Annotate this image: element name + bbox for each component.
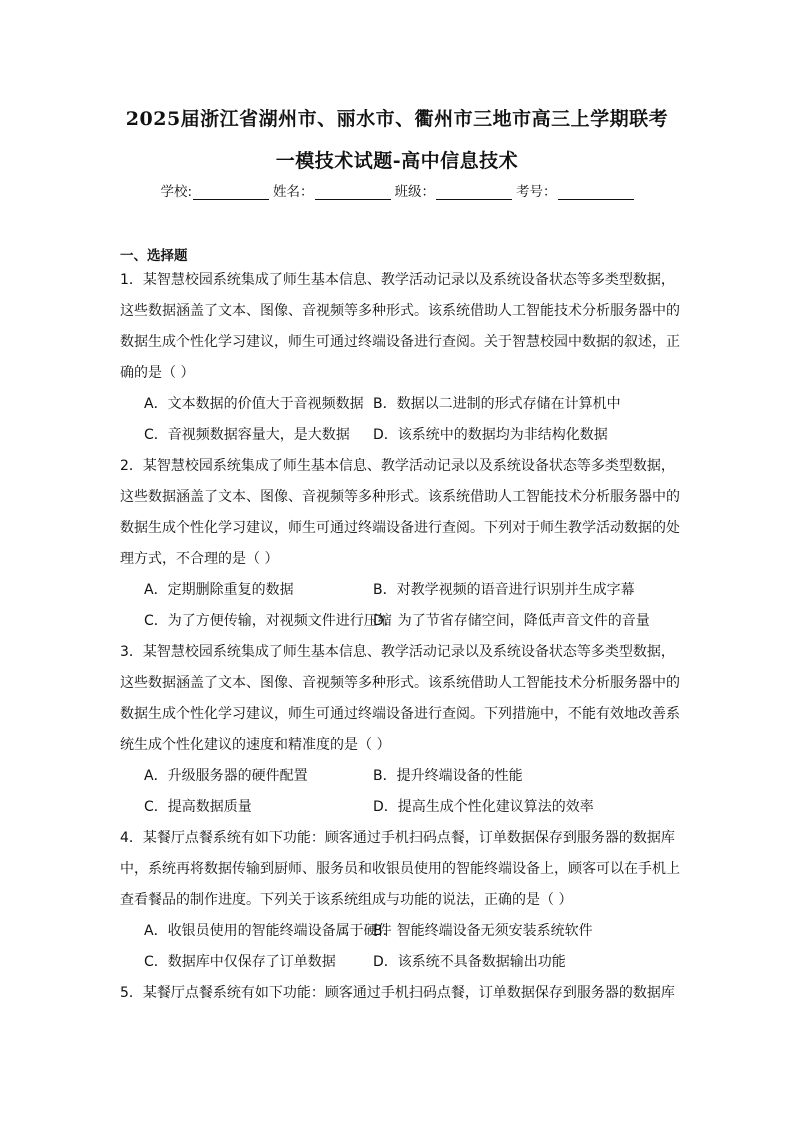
question-text-line: 理方式，不合理的是（ ） — [120, 551, 279, 567]
options-row — [120, 761, 675, 792]
option-a: A．升级服务器的硬件配置 — [144, 768, 308, 784]
option-b: B．智能终端设备无须安装系统软件 — [373, 923, 593, 939]
question-text-line: 这些数据涵盖了文本、图像、音视频等多种形式。该系统借助人工智能技术分析服务器中的 — [120, 675, 680, 691]
question-text-line: 确的是（ ） — [120, 365, 195, 381]
info-blank — [315, 185, 391, 200]
info-blank — [558, 185, 634, 200]
section-heading: 一、选择题 — [120, 248, 188, 264]
info-field-name — [273, 180, 391, 200]
question-text-line: 2．某智慧校园系统集成了师生基本信息、教学活动记录以及系统设备状态等多类型数据， — [120, 458, 675, 474]
question-text-line: 数据生成个性化学习建议，师生可通过终端设备进行查阅。关于智慧校园中数据的叙述，正 — [120, 334, 680, 350]
option-d: D．该系统不具备数据输出功能 — [373, 954, 566, 970]
options-row — [120, 420, 675, 451]
options-row — [120, 947, 675, 978]
option-c: C．音视频数据容量大，是大数据 — [144, 427, 350, 443]
info-label: 班级： — [394, 184, 436, 200]
student-info-row — [0, 180, 794, 200]
options-row — [120, 916, 675, 947]
option-d: D．该系统中的数据均为非结构化数据 — [373, 427, 608, 443]
question-text-line: 数据生成个性化学习建议，师生可通过终端设备进行查阅。下列对于师生教学活动数据的处 — [120, 520, 680, 536]
option-c: C．数据库中仅保存了订单数据 — [144, 954, 336, 970]
question-text-line: 这些数据涵盖了文本、图像、音视频等多种形式。该系统借助人工智能技术分析服务器中的 — [120, 303, 680, 319]
options-row — [120, 575, 675, 606]
exam-title-line-2: 一模技术试题-高中信息技术 — [275, 150, 519, 172]
option-c: C．为了方便传输，对视频文件进行压缩 — [144, 613, 392, 629]
question-text-line: 中，系统再将数据传输到厨师、服务员和收银员使用的智能终端设备上，顾客可以在手机上 — [120, 861, 680, 877]
question-5 — [120, 978, 675, 1009]
option-b: B．对教学视频的语音进行识别并生成字幕 — [373, 582, 635, 598]
info-blank — [193, 185, 269, 200]
info-blank — [436, 185, 512, 200]
option-b: B．提升终端设备的性能 — [373, 768, 523, 784]
option-a: A．定期删除重复的数据 — [144, 582, 294, 598]
question-text-line: 统生成个性化建议的速度和精准度的是（ ） — [120, 737, 391, 753]
question-text-line: 查看餐品的制作进度。下列关于该系统组成与功能的说法，正确的是（ ） — [120, 892, 573, 908]
options-row — [120, 389, 675, 420]
info-label: 学校: — [160, 184, 193, 200]
options-row — [120, 606, 675, 637]
info-label: 姓名： — [273, 184, 314, 200]
option-c: C．提高数据质量 — [144, 799, 252, 815]
options-row — [120, 792, 675, 823]
question-3 — [120, 637, 680, 823]
exam-title-line-1: 2025届浙江省湖州市、丽水市、衢州市三地市高三上学期联考 — [125, 108, 669, 130]
question-text-line: 4．某餐厅点餐系统有如下功能：顾客通过手机扫码点餐，订单数据保存到服务器的数据库 — [120, 830, 675, 846]
info-field-school — [160, 180, 269, 200]
question-text-line: 数据生成个性化学习建议，师生可通过终端设备进行查阅。下列措施中，不能有效地改善系 — [120, 706, 680, 722]
questions-container — [120, 265, 680, 1009]
option-d: D．提高生成个性化建议算法的效率 — [373, 799, 594, 815]
question-text-line: 5．某餐厅点餐系统有如下功能：顾客通过手机扫码点餐，订单数据保存到服务器的数据库 — [120, 985, 675, 1001]
info-field-exam-number — [516, 180, 634, 200]
info-label: 考号： — [516, 184, 557, 200]
option-a: A．文本数据的价值大于音视频数据 — [144, 396, 364, 412]
question-2 — [120, 451, 680, 637]
option-d: D．为了节省存储空间，降低声音文件的音量 — [373, 613, 650, 629]
info-field-class — [395, 180, 513, 200]
question-4 — [120, 823, 680, 978]
question-text-line: 3．某智慧校园系统集成了师生基本信息、教学活动记录以及系统设备状态等多类型数据， — [120, 644, 675, 660]
option-a: A．收银员使用的智能终端设备属于硬件 — [144, 923, 392, 939]
question-text-line: 这些数据涵盖了文本、图像、音视频等多种形式。该系统借助人工智能技术分析服务器中的 — [120, 489, 680, 505]
option-b: B．数据以二进制的形式存储在计算机中 — [373, 396, 621, 412]
question-1 — [120, 265, 680, 451]
question-text-line: 1．某智慧校园系统集成了师生基本信息、教学活动记录以及系统设备状态等多类型数据， — [120, 272, 675, 288]
